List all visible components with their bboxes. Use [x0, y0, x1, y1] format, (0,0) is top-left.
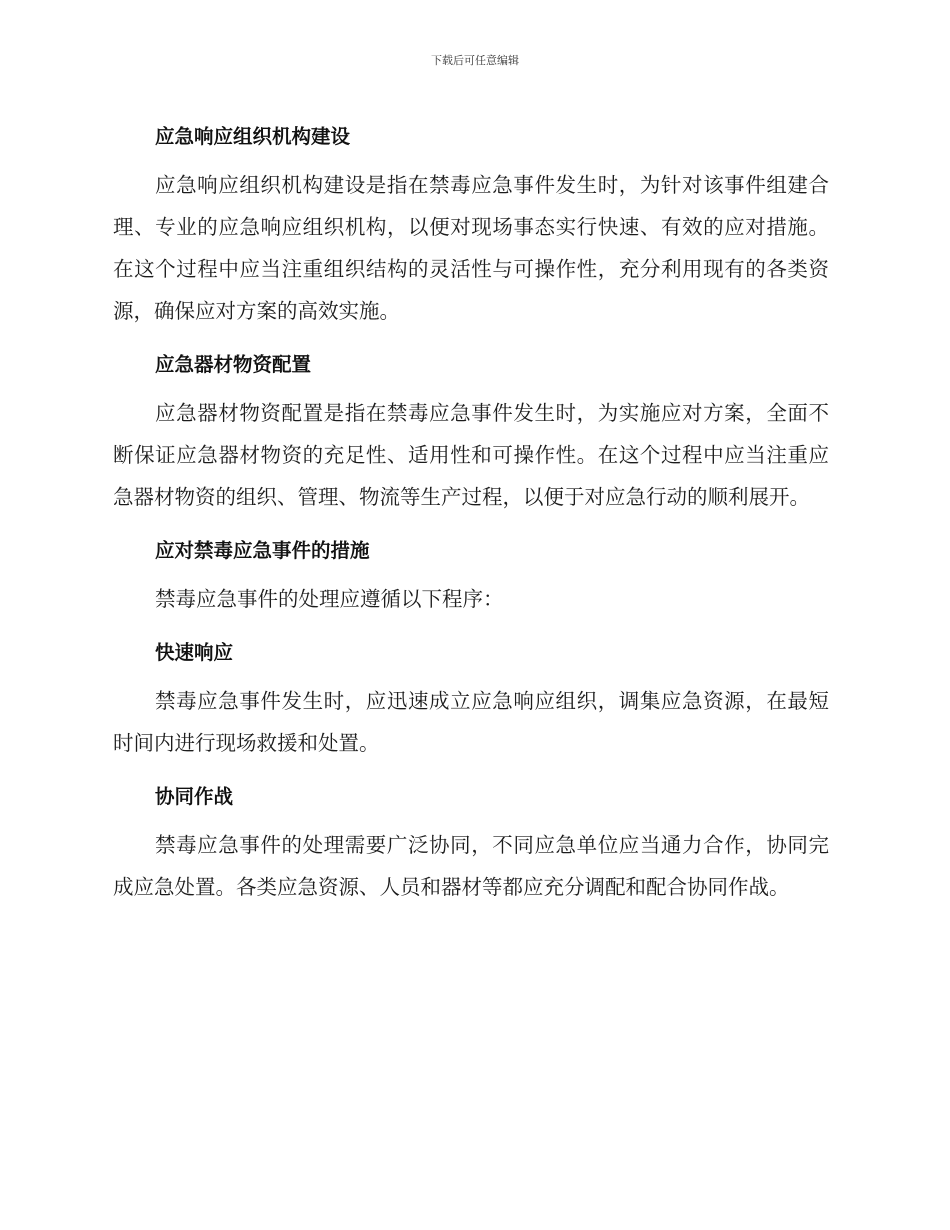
- section-paragraph-coordination: 禁毒应急事件的处理需要广泛协同，不同应急单位应当通力合作，协同完成应急处置。各类应急资源、人员和器材等都应充分调配和配合协同作战。: [113, 833, 829, 899]
- section-heading-org-construction: 应急响应组织机构建设: [155, 125, 351, 148]
- section-paragraph-org-construction: 应急响应组织机构建设是指在禁毒应急事件发生时，为针对该事件组建合理、专业的应急响应组织机构，以便对现场事态实行快速、有效的应对措施。在这个过程中应当注重组织结构的灵活性与可操作性，充分利用现有的各类资源，确保应对方案的高效实施。: [113, 173, 829, 323]
- section-heading-rapid-response: 快速响应: [155, 641, 234, 664]
- section-heading-coordination: 协同作战: [155, 785, 234, 808]
- section-paragraph-measures: 禁毒应急事件的处理应遵循以下程序：: [155, 587, 504, 611]
- page-header: 下载后可任意编辑: [431, 54, 519, 67]
- section-heading-measures: 应对禁毒应急事件的措施: [155, 539, 370, 562]
- section-paragraph-equipment: 应急器材物资配置是指在禁毒应急事件发生时，为实施应对方案，全面不断保证应急器材物资的充足性、适用性和可操作性。在这个过程中应当注重应急器材物资的组织、管理、物流等生产过程，以便于对应急行动的顺利展开。: [113, 401, 829, 509]
- section-heading-equipment: 应急器材物资配置: [155, 353, 312, 376]
- document-body: [113, 110, 829, 908]
- section-paragraph-rapid-response: 禁毒应急事件发生时，应迅速成立应急响应组织，调集应急资源，在最短时间内进行现场救援和处置。: [113, 689, 829, 755]
